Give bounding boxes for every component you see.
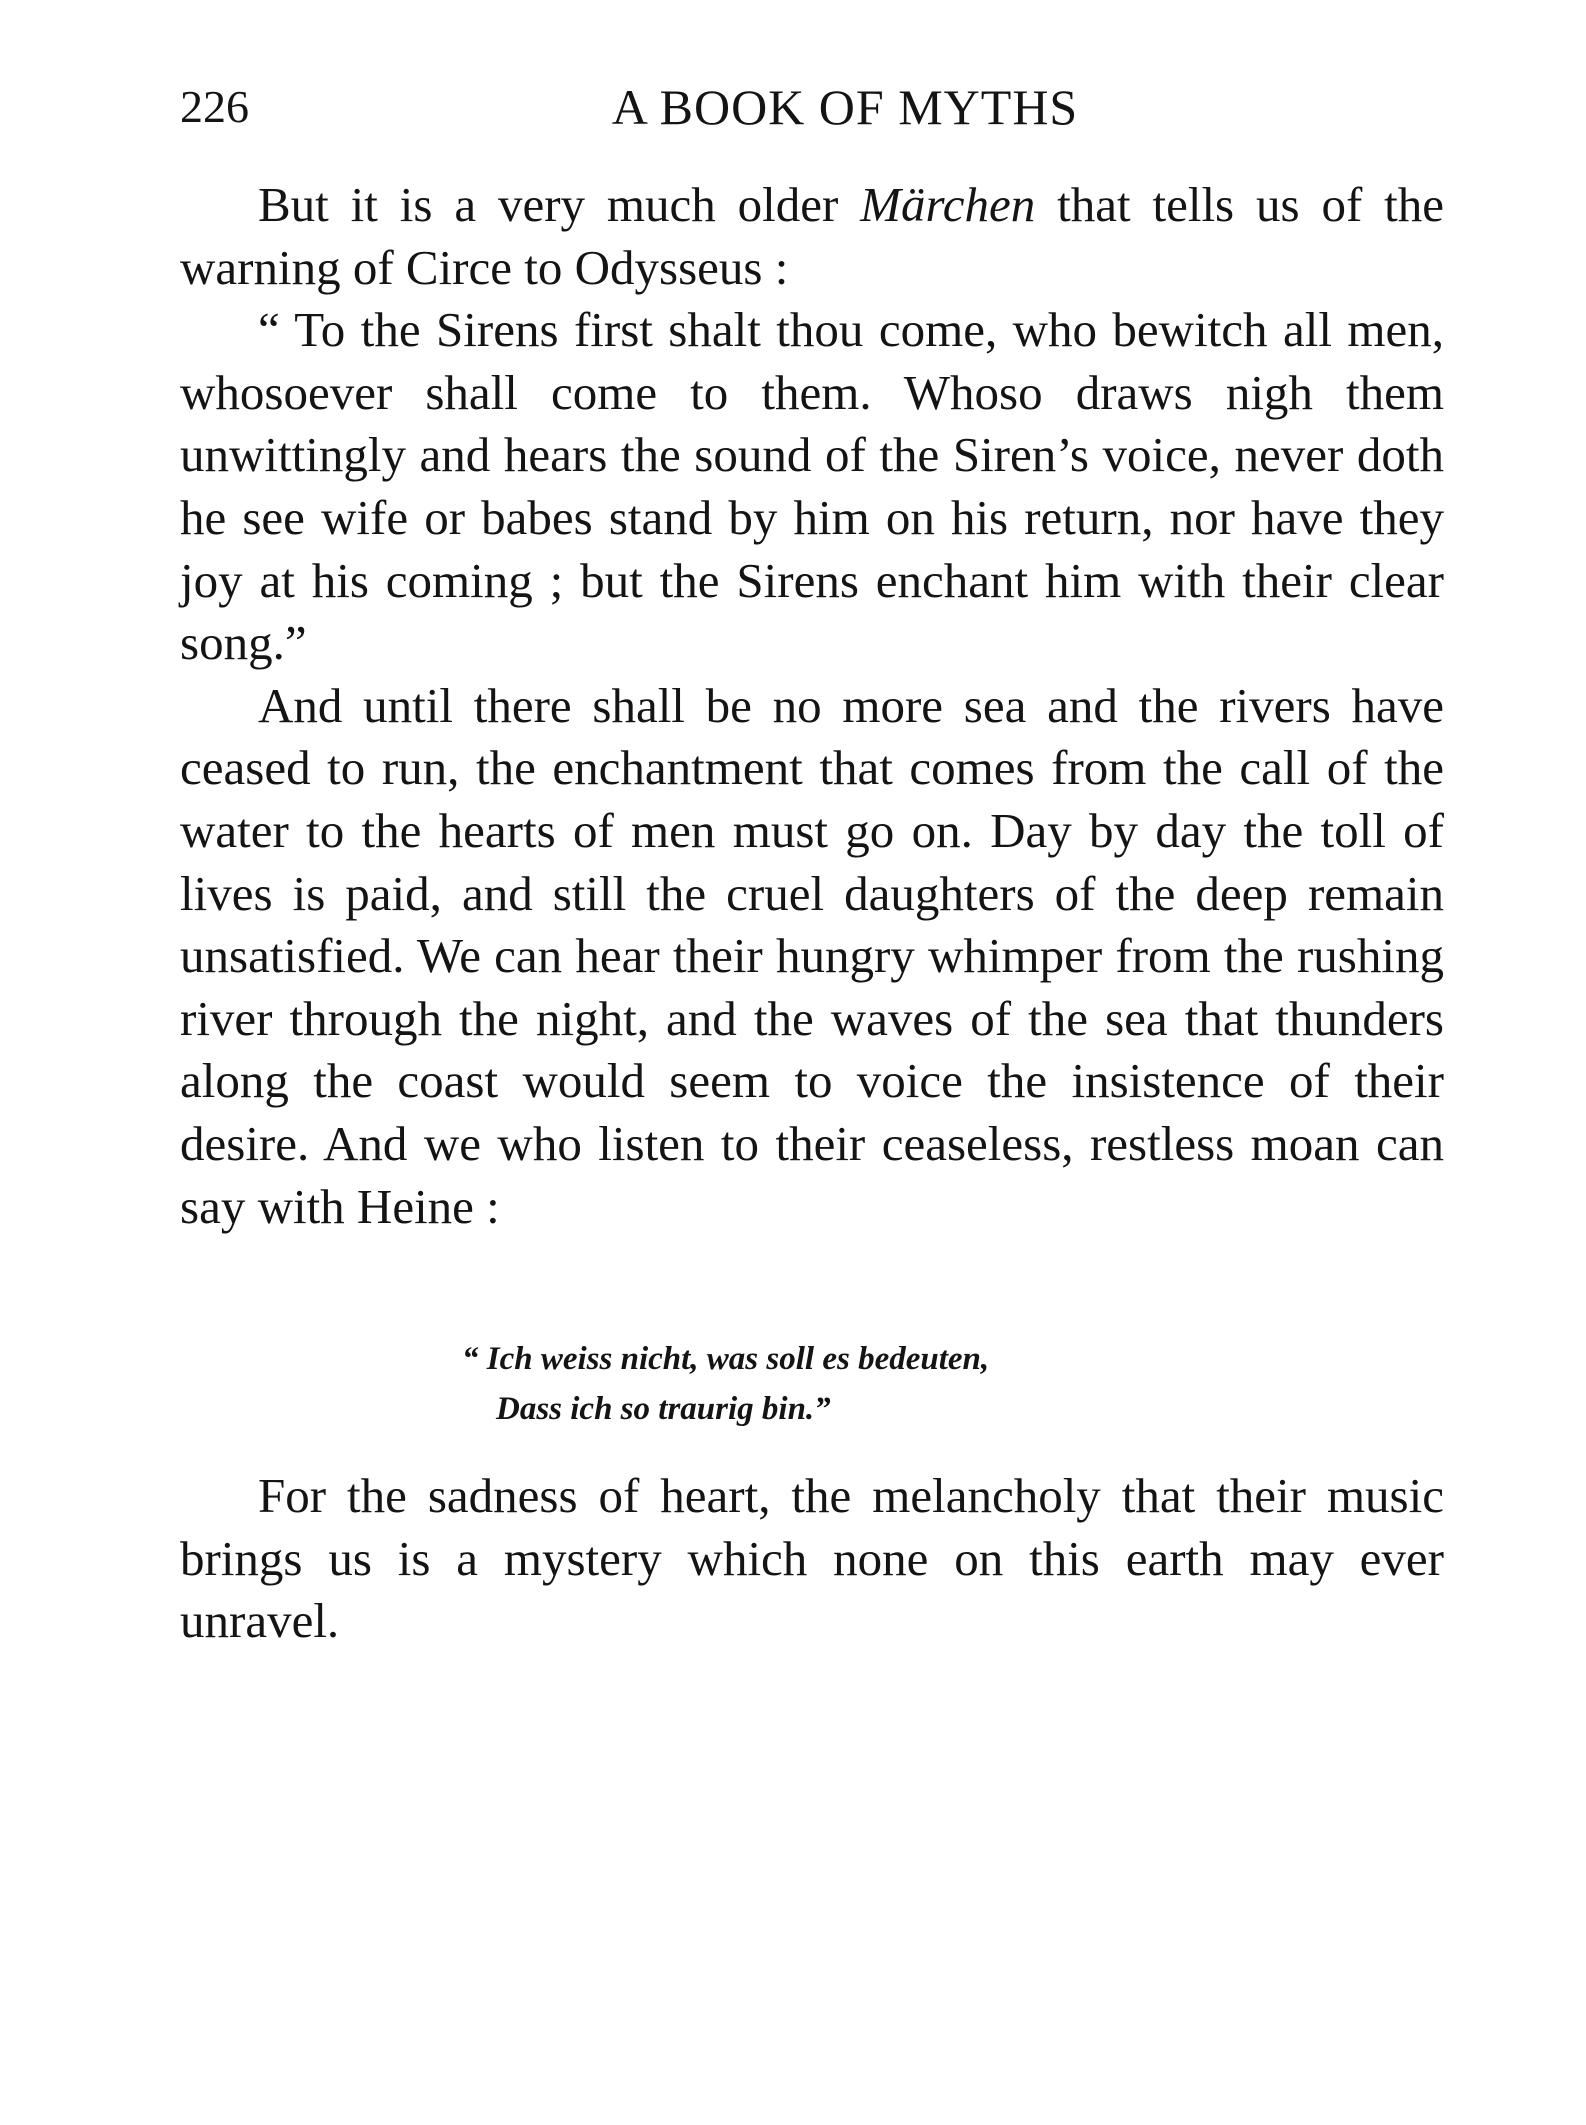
italic-word-marchen: Märchen bbox=[860, 177, 1036, 232]
verse-line-2: Dass ich so traurig bin.” bbox=[496, 1391, 831, 1427]
paragraph-1-start: But it is a very much older bbox=[258, 177, 861, 232]
paragraph-2-quotation: “ To the Sirens first shalt thou come, who bewitch all men, whosoever shall come to them. Whoso draws nigh them unwittingly and hears the sound of the Siren’s voice, never doth he see wife or babes stand by him on his return, nor have they joy at his coming ; but the Sirens enchant him with their clear song.” bbox=[180, 302, 1444, 671]
closing-text bbox=[180, 1465, 1444, 1653]
body-text bbox=[180, 174, 1444, 1238]
page-number: 226 bbox=[180, 81, 249, 132]
verse-line-1: “ Ich weiss nicht, was soll es bedeuten, bbox=[462, 1341, 990, 1377]
paragraph-1 bbox=[180, 174, 1444, 299]
page-header bbox=[180, 72, 1440, 142]
paragraph-1-end: that tells us of the warning of Circe to Odysseus : bbox=[180, 177, 1444, 295]
paragraph-3: And until there shall be no more sea and the rivers have ceased to run, the enchantment that comes from the call of the water to the hearts of men must go on. Day by day the toll of lives is paid, and still the cruel daughters of the deep remain unsatisfied. We can hear their hungry whimper from the rushing river through the night, and the waves of the sea that thunders along the coast would seem to voice the insistence of their desire. And we who listen to their ceaseless, restless moan can say with Heine : bbox=[180, 677, 1444, 1234]
paragraph-4: For the sadness of heart, the melancholy that their music brings us is a mystery which none on this earth may ever unravel. bbox=[180, 1468, 1444, 1649]
heine-verse bbox=[462, 1334, 989, 1434]
running-head: A BOOK OF MYTHS bbox=[611, 79, 1079, 135]
